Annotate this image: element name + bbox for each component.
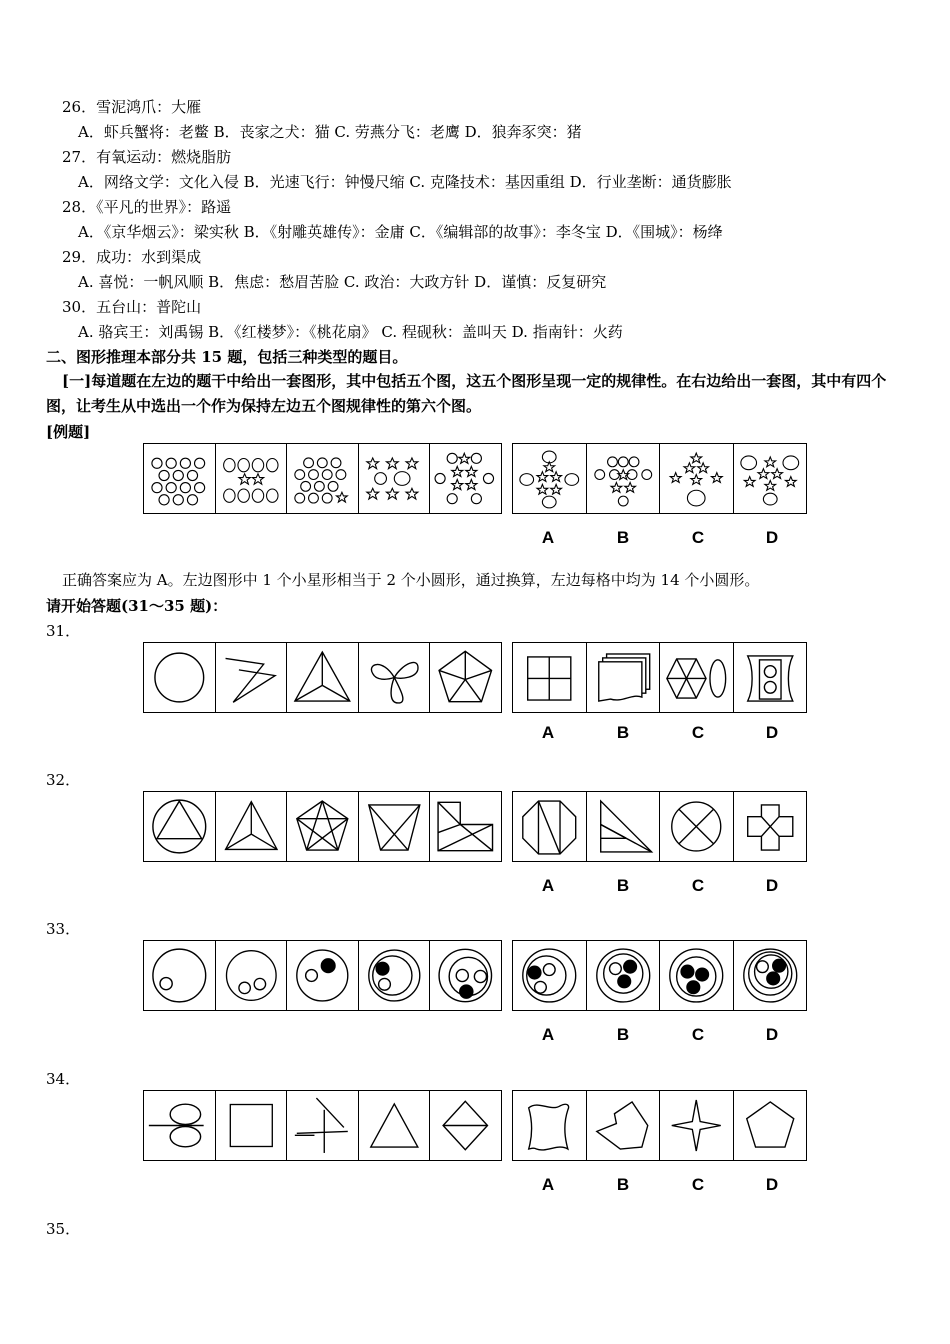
q30-stem: 30．五台山：普陀山 [62,298,202,316]
example-option-a-label: A [541,528,555,547]
q31-option-d-label: D [765,723,779,742]
q33-option-a-label: A [541,1025,555,1044]
q31-stem-fig-4 [359,643,431,712]
q31-number: 31． [46,622,81,640]
q28-stem: 28．《平凡的世界》：路遥 [62,198,232,216]
example-option-c-label: C [691,528,705,547]
q32-stem-fig-2 [216,792,288,861]
q34-option-d-fig[interactable] [734,1091,807,1160]
q33-stem-fig-1 [144,941,216,1010]
example-stem-fig-3 [287,444,359,513]
q34-option-a-label: A [541,1175,555,1194]
q31-option-d-fig[interactable] [734,643,807,712]
q32-stem-strip [143,791,502,862]
example-option-a-fig[interactable] [513,444,587,513]
example-option-b-label: B [616,528,630,547]
q33-stem-fig-2 [216,941,288,1010]
q33-option-d-label: D [765,1025,779,1044]
q27-options: A．网络文学：文化入侵 B．光速飞行：钟慢尺缩 C. 克隆技术：基因重组 D．行业垄断：通货膨胀 [78,173,732,191]
example-stem-strip [143,443,502,514]
q32-option-b-label: B [616,876,630,895]
example-stem-fig-2 [216,444,288,513]
q33-option-a-fig[interactable] [513,941,587,1010]
q34-option-c-fig[interactable] [660,1091,734,1160]
q31-option-b-label: B [616,723,630,742]
q34-stem-fig-3 [287,1091,359,1160]
section2-heading: 二、图形推理本部分共 15 题，包括三种类型的题目。 [46,348,408,366]
q31-stem-fig-2 [216,643,288,712]
example-options-strip [512,443,807,514]
q30-options: A. 骆宾王：刘禹锡 B．《红楼梦》：《桃花扇》 C. 程砚秋：盖叫天 D. 指南针：火药 [78,323,623,341]
q33-option-c-fig[interactable] [660,941,734,1010]
q31-option-a-label: A [541,723,555,742]
q32-stem-fig-4 [359,792,431,861]
q34-options-strip [512,1090,807,1161]
q32-number: 32． [46,771,81,789]
section2-instruction: [一]每道题在左边的题干中给出一套图形，其中包括五个图，这五个图形呈现一定的规律性。在右边给出一套图，其中有四个图，让考生从中选出一个作为保持左边五个图规律性的第六个图。 [46,372,887,415]
q32-option-a-label: A [541,876,555,895]
q31-option-c-fig[interactable] [660,643,734,712]
q32-stem-fig-1 [144,792,216,861]
q33-options-strip [512,940,807,1011]
q34-number: 34． [46,1070,81,1088]
q26-stem: 26．雪泥鸿爪：大雁 [62,98,202,116]
example-option-c-fig[interactable] [660,444,734,513]
q31-stem-fig-5 [430,643,501,712]
example-explanation: 正确答案应为 A。左边图形中 1 个小星形相当于 2 个小圆形，通过换算，左边每格中均为 14 个小圆形。 [62,571,760,589]
q31-stem-strip [143,642,502,713]
q31-option-c-label: C [691,723,705,742]
q34-stem-fig-4 [359,1091,431,1160]
q34-option-d-label: D [765,1175,779,1194]
q32-option-d-fig[interactable] [734,792,807,861]
example-stem-fig-4 [359,444,431,513]
q32-stem-fig-5 [430,792,501,861]
q33-stem-fig-4 [359,941,431,1010]
example-label: [例题] [46,423,91,441]
q33-option-c-label: C [691,1025,705,1044]
start-label: 请开始答题(31～35 题)： [46,597,228,615]
example-stem-fig-1 [144,444,216,513]
q34-option-b-label: B [616,1175,630,1194]
q32-option-c-fig[interactable] [660,792,734,861]
example-option-d-fig[interactable] [734,444,807,513]
q34-option-a-fig[interactable] [513,1091,587,1160]
q34-option-c-label: C [691,1175,705,1194]
q31-stem-fig-3 [287,643,359,712]
q32-option-a-fig[interactable] [513,792,587,861]
q31-option-b-fig[interactable] [587,643,661,712]
example-option-b-fig[interactable] [587,444,661,513]
q32-option-c-label: C [691,876,705,895]
q34-stem-strip [143,1090,502,1161]
example-option-d-label: D [765,528,779,547]
q29-options: A. 喜悦：一帆风顺 B．焦虑：愁眉苦脸 C. 政治：大政方针 D．谨慎：反复研究 [78,273,607,291]
q34-option-b-fig[interactable] [587,1091,661,1160]
q26-options: A．虾兵蟹将：老鳖 B．丧家之犬：猫 C. 劳燕分飞：老鹰 D．狼奔豕突：猪 [78,123,582,141]
q27-stem: 27．有氧运动：燃烧脂肪 [62,148,232,166]
q33-option-d-fig[interactable] [734,941,807,1010]
q33-stem-fig-5 [430,941,501,1010]
q32-options-strip [512,791,807,862]
q33-stem-fig-3 [287,941,359,1010]
q33-option-b-fig[interactable] [587,941,661,1010]
q35-number: 35． [46,1220,81,1238]
q34-stem-fig-5 [430,1091,501,1160]
q28-options: A．《京华烟云》：梁实秋 B．《射雕英雄传》：金庸 C．《编辑部的故事》：李冬宝 D．《围城》：杨绛 [78,223,723,241]
q31-stem-fig-1 [144,643,216,712]
q31-options-strip [512,642,807,713]
q31-option-a-fig[interactable] [513,643,587,712]
q33-number: 33． [46,920,81,938]
q33-stem-strip [143,940,502,1011]
q34-stem-fig-2 [216,1091,288,1160]
q32-stem-fig-3 [287,792,359,861]
q29-stem: 29．成功：水到渠成 [62,248,202,266]
q34-stem-fig-1 [144,1091,216,1160]
q33-option-b-label: B [616,1025,630,1044]
q32-option-d-label: D [765,876,779,895]
q32-option-b-fig[interactable] [587,792,661,861]
example-stem-fig-5 [430,444,501,513]
